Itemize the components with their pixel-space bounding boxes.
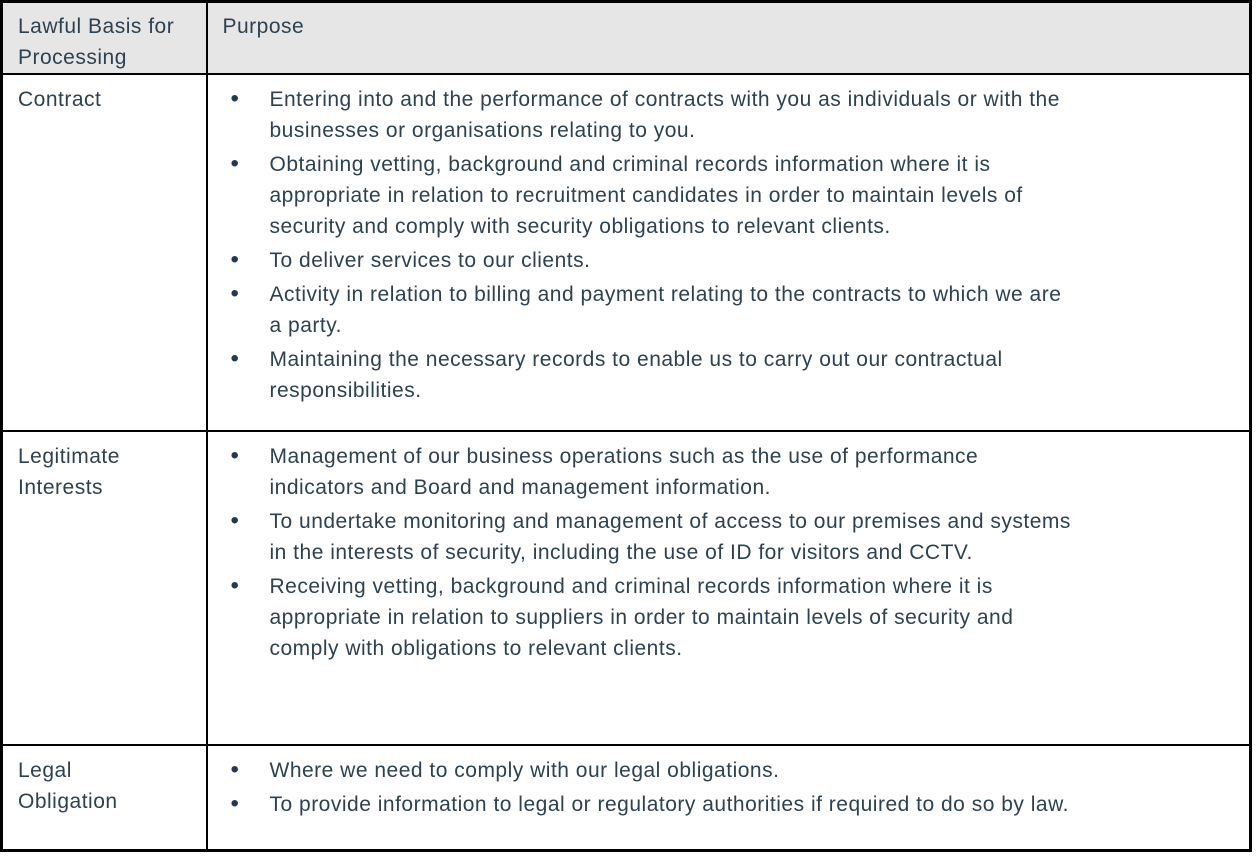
table-header-row [2, 2, 1251, 75]
purpose-list [208, 432, 1250, 664]
header-cell-purpose: Purpose [207, 2, 1251, 75]
lawful-basis-cell: Contract [2, 74, 207, 431]
purpose-item: • To provide information to legal or regulatory authorities if required to do so by law. [208, 789, 1080, 820]
purpose-item: • Management of our business operations such as the use of performance indicators and Board and management information. [208, 441, 1080, 503]
purpose-item: • To undertake monitoring and management of access to our premises and systems in the interests of security, including the use of ID for visitors and CCTV. [208, 506, 1080, 568]
purpose-list [208, 75, 1250, 406]
purpose-cell [207, 431, 1251, 745]
header-cell-lawful-basis: Lawful Basis for Processing [2, 2, 207, 75]
purpose-item: • Receiving vetting, background and criminal records information where it is appropriate in relation to suppliers in order to maintain levels of security and comply with obligations to relevant clients. [208, 571, 1080, 664]
purpose-item: • Activity in relation to billing and payment relating to the contracts to which we are a party. [208, 279, 1080, 341]
table-row-legitimate-interests [2, 431, 1251, 745]
lawful-basis-cell: Legitimate Interests [2, 431, 207, 745]
purpose-item: • To deliver services to our clients. [208, 245, 1080, 276]
purpose-item: • Where we need to comply with our legal obligations. [208, 755, 1080, 786]
purpose-item: • Obtaining vetting, background and criminal records information where it is appropriate in relation to recruitment candidates in order to maintain levels of security and comply with security obligations to relevant clients. [208, 149, 1080, 242]
purpose-item: • Entering into and the performance of contracts with you as individuals or with the businesses or organisations relating to you. [208, 84, 1080, 146]
table-row-contract [2, 74, 1251, 431]
purpose-list [208, 746, 1250, 820]
table-row-legal-obligation [2, 745, 1251, 850]
purpose-cell [207, 745, 1251, 850]
purpose-cell [207, 74, 1251, 431]
purpose-item: • Maintaining the necessary records to enable us to carry out our contractual responsibilities. [208, 344, 1080, 406]
lawful-basis-cell: Legal Obligation [2, 745, 207, 850]
